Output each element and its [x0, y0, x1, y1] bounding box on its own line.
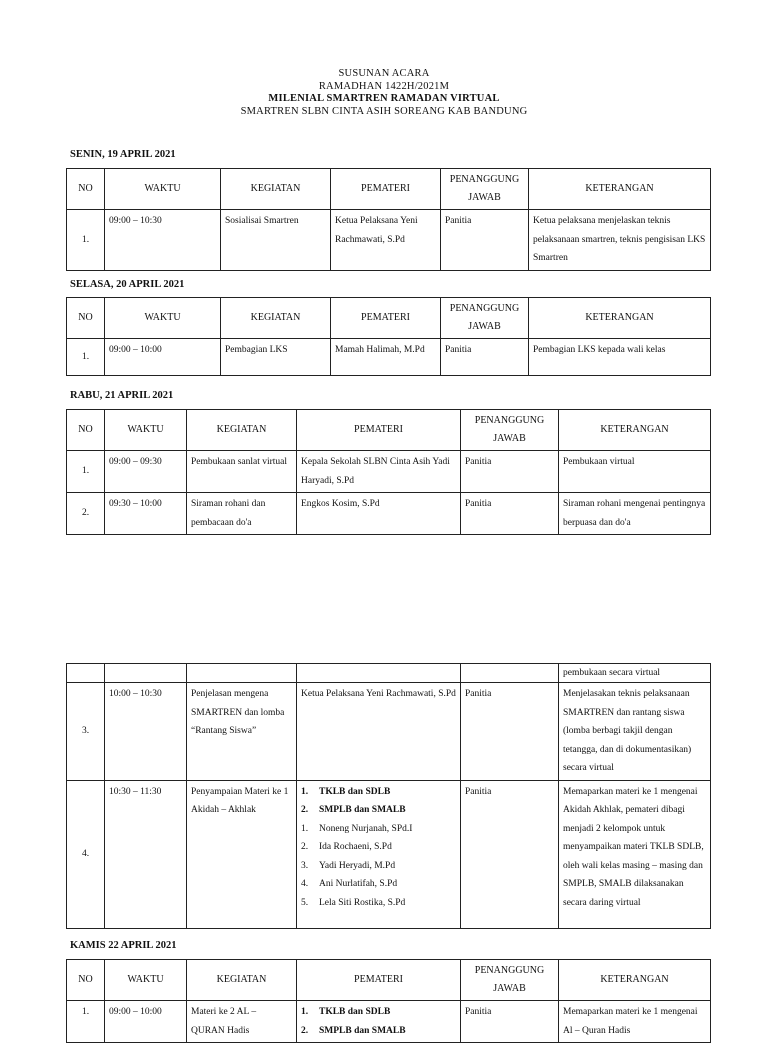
cell-pj: Panitia — [441, 210, 529, 271]
pemateri-list — [301, 783, 456, 913]
cell-kegiatan: Pembagian LKS — [221, 339, 331, 376]
table-row-continued — [67, 664, 711, 683]
header-event-name: MILENIAL SMARTREN RAMADAN VIRTUAL — [268, 93, 500, 104]
col-keterangan: KETERANGAN — [559, 410, 711, 451]
document-header — [0, 68, 768, 118]
list-item: 1. TKLB dan SDLB — [301, 1007, 391, 1017]
day-heading-selasa: SELASA, 20 APRIL 2021 — [70, 279, 185, 290]
list-item: 2. Ida Rochaeni, S.Pd — [301, 842, 392, 852]
schedule-table-kamis — [66, 959, 711, 1043]
cell-keterangan: Pembagian LKS kepada wali kelas — [529, 339, 711, 376]
cell-no: 3. — [67, 683, 105, 781]
col-waktu: WAKTU — [105, 960, 187, 1001]
col-kegiatan: KEGIATAN — [187, 410, 297, 451]
col-keterangan: KETERANGAN — [529, 298, 711, 339]
cell-pemateri: Ketua Pelaksana Yeni Rachmawati, S.Pd — [331, 210, 441, 271]
cell-waktu: 09:00 – 10:00 — [105, 1001, 187, 1043]
table-row — [67, 1001, 711, 1043]
cell-pemateri: Mamah Halimah, M.Pd — [331, 339, 441, 376]
col-no: NO — [67, 410, 105, 451]
cell-keterangan: Memaparkan materi ke 1 mengenai Al – Quran Hadis — [559, 1001, 711, 1043]
cell-empty — [105, 664, 187, 683]
header-organizer: SMARTREN SLBN CINTA ASIH SOREANG KAB BANDUNG — [240, 105, 528, 117]
cell-kegiatan: Materi ke 2 AL – QURAN Hadis — [187, 1001, 297, 1043]
schedule-table-selasa — [66, 297, 711, 376]
col-keterangan: KETERANGAN — [529, 169, 711, 210]
cell-kegiatan: Sosialisai Smartren — [221, 210, 331, 271]
col-no: NO — [67, 298, 105, 339]
col-kegiatan: KEGIATAN — [221, 169, 331, 210]
col-pemateri: PEMATERI — [331, 298, 441, 339]
table-row — [67, 683, 711, 781]
cell-keterangan: Pembukaan virtual — [559, 451, 711, 493]
header-title: SUSUNAN ACARA — [338, 68, 430, 79]
table-row — [67, 493, 711, 535]
col-penanggung-jawab: PENANGGUNG JAWAB — [461, 410, 559, 451]
cell-pemateri — [297, 780, 461, 928]
col-pemateri: PEMATERI — [331, 169, 441, 210]
col-pemateri: PEMATERI — [297, 410, 461, 451]
col-penanggung-jawab: PENANGGUNG JAWAB — [461, 960, 559, 1001]
cell-waktu: 10:00 – 10:30 — [105, 683, 187, 781]
table-header-row — [67, 960, 711, 1001]
list-item: 1. TKLB dan SDLB — [301, 786, 391, 797]
header-subtitle: RAMADHAN 1422H/2021M — [318, 80, 450, 92]
cell-no: 1. — [67, 339, 105, 376]
cell-empty — [461, 664, 559, 683]
table-row — [67, 210, 711, 271]
cell-empty — [297, 664, 461, 683]
cell-pj: Panitia — [461, 1001, 559, 1043]
cell-pj: Panitia — [461, 780, 559, 928]
cell-pj: Panitia — [461, 493, 559, 535]
cell-keterangan: pembukaan secara virtual — [559, 664, 711, 683]
cell-waktu: 10:30 – 11:30 — [105, 780, 187, 928]
list-item: 5. Lela Siti Rostika, S.Pd — [301, 897, 406, 908]
cell-no: 1. — [67, 451, 105, 493]
table-header-row — [67, 410, 711, 451]
table-row — [67, 339, 711, 376]
col-waktu: WAKTU — [105, 410, 187, 451]
list-item: 4. Ani Nurlatifah, S.Pd — [301, 879, 398, 889]
cell-kegiatan: Penyampaian Materi ke 1 Akidah – Akhlak — [187, 780, 297, 928]
col-kegiatan: KEGIATAN — [187, 960, 297, 1001]
list-item: 2. SMPLB dan SMALB — [301, 1025, 406, 1036]
day-heading-senin: SENIN, 19 APRIL 2021 — [70, 149, 176, 160]
list-item: 1. Noneng Nurjanah, SPd.I — [301, 823, 413, 834]
pemateri-list — [301, 1003, 456, 1040]
cell-waktu: 09:00 – 10:30 — [105, 210, 221, 271]
table-row — [67, 780, 711, 928]
cell-keterangan: Siraman rohani mengenai pentingnya berpuasa dan do'a — [559, 493, 711, 535]
col-pemateri: PEMATERI — [297, 960, 461, 1001]
cell-waktu: 09:30 – 10:00 — [105, 493, 187, 535]
cell-pemateri: Kepala Sekolah SLBN Cinta Asih Yadi Haryadi, S.Pd — [297, 451, 461, 493]
col-penanggung-jawab: PENANGGUNG JAWAB — [441, 298, 529, 339]
col-keterangan: KETERANGAN — [559, 960, 711, 1001]
table-row — [67, 451, 711, 493]
col-no: NO — [67, 169, 105, 210]
cell-pj: Panitia — [441, 339, 529, 376]
col-penanggung-jawab: PENANGGUNG JAWAB — [441, 169, 529, 210]
schedule-table-rabu — [66, 409, 711, 535]
cell-no: 1. — [67, 1001, 105, 1043]
table-header-row — [67, 169, 711, 210]
cell-keterangan: Menjelasakan teknis pelaksanaan SMARTREN dan rantang siswa (lomba berbagi takjil dengan tetangga, dan di dokumentasikan) secara virtual — [559, 683, 711, 781]
cell-empty — [67, 664, 105, 683]
cell-no: 4. — [67, 780, 105, 928]
col-no: NO — [67, 960, 105, 1001]
cell-pemateri — [297, 1001, 461, 1043]
col-waktu: WAKTU — [105, 169, 221, 210]
col-kegiatan: KEGIATAN — [221, 298, 331, 339]
col-waktu: WAKTU — [105, 298, 221, 339]
cell-waktu: 09:00 – 09:30 — [105, 451, 187, 493]
cell-pemateri: Engkos Kosim, S.Pd — [297, 493, 461, 535]
cell-waktu: 09:00 – 10:00 — [105, 339, 221, 376]
day-heading-rabu: RABU, 21 APRIL 2021 — [70, 390, 174, 401]
cell-kegiatan: Pembukaan sanlat virtual — [187, 451, 297, 493]
cell-keterangan: Memaparkan materi ke 1 mengenai Akidah Akhlak, pemateri dibagi menjadi 2 kelompok untuk menyampaikan materi TKLB SDLB, oleh wali kelas masing – masing dan SMPLB, SMALB dilaksanakan secara daring virtual — [559, 780, 711, 928]
cell-kegiatan: Siraman rohani dan pembacaan do'a — [187, 493, 297, 535]
cell-no: 1. — [67, 210, 105, 271]
cell-no: 2. — [67, 493, 105, 535]
schedule-table-senin — [66, 168, 711, 271]
table-header-row — [67, 298, 711, 339]
list-item: 2. SMPLB dan SMALB — [301, 805, 406, 815]
cell-kegiatan: Penjelasan mengena SMARTREN dan lomba “Rantang Siswa” — [187, 683, 297, 781]
schedule-table-rabu-continued — [66, 663, 711, 929]
list-item: 3. Yadi Heryadi, M.Pd — [301, 860, 396, 871]
day-heading-kamis: KAMIS 22 APRIL 2021 — [70, 940, 177, 951]
cell-pj: Panitia — [461, 683, 559, 781]
cell-pemateri: Ketua Pelaksana Yeni Rachmawati, S.Pd — [297, 683, 461, 781]
cell-keterangan: Ketua pelaksana menjelaskan teknis pelaksanaan smartren, teknis pengisisan LKS Smartren — [529, 210, 711, 271]
cell-empty — [187, 664, 297, 683]
cell-pj: Panitia — [461, 451, 559, 493]
